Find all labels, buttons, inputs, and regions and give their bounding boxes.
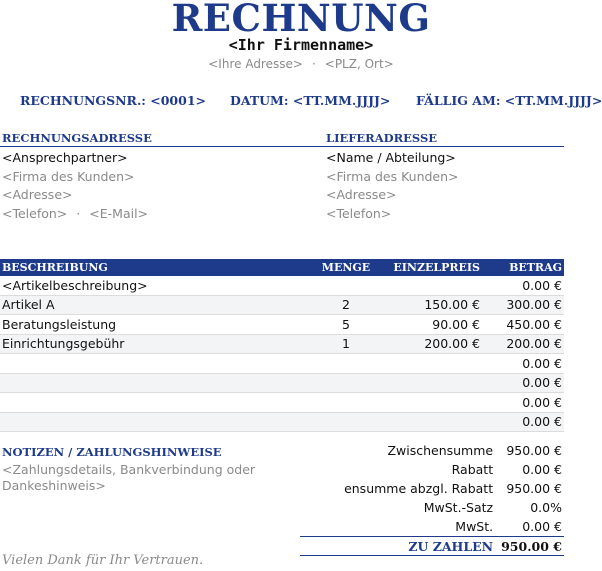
notes-text: <Zahlungsdetails, Bankverbindung oder Dankeshinweis> — [2, 462, 256, 493]
billing-email: <E-Mail> — [89, 205, 149, 221]
table-row — [0, 295, 564, 315]
cell-unit-price — [373, 276, 482, 295]
shipping-name: <Name / Abteilung> — [326, 150, 456, 165]
cell-unit-price: 200.00 € — [373, 334, 482, 354]
notes-heading: NOTIZEN / ZAHLUNGSHINWEISE — [2, 445, 222, 459]
cell-unit-price: 150.00 € — [373, 295, 482, 315]
table-row — [0, 334, 564, 354]
table-row — [0, 373, 564, 393]
shipping-address — [326, 149, 459, 223]
subtotal-label: Zwischensumme — [387, 443, 494, 458]
shipping-heading: LIEFERADRESSE — [326, 131, 438, 145]
table-row — [0, 315, 564, 335]
address-divider — [0, 146, 564, 147]
billing-street: <Adresse> — [2, 187, 73, 202]
table-header-row — [0, 259, 564, 276]
cell-amount: 0.00 € — [482, 354, 564, 374]
cell-description — [0, 412, 319, 432]
col-unit-price: EINZELPREIS — [373, 259, 482, 276]
totals-table — [300, 441, 564, 556]
tax-value: 0.00 € — [522, 519, 562, 534]
table-row — [0, 276, 564, 295]
invoice-date: DATUM: <TT.MM.JJJJ> — [230, 93, 391, 108]
discount-label: Rabatt — [451, 462, 494, 477]
table-row — [0, 412, 564, 432]
shipping-street: <Adresse> — [326, 187, 397, 202]
discount-row — [300, 460, 564, 479]
cell-amount: 450.00 € — [482, 315, 564, 335]
shipping-company: <Firma des Kunden> — [326, 168, 459, 184]
after-discount-label: ensumme abzgl. Rabatt — [344, 481, 494, 496]
invoice-title: RECHNUNG — [171, 0, 431, 40]
address-separator: · — [311, 57, 316, 71]
tax-row — [300, 517, 564, 537]
thank-you-note: Vielen Dank für Ihr Vertrauen. — [2, 553, 204, 568]
billing-contact-line — [2, 205, 148, 224]
grand-total-label: ZU ZAHLEN — [300, 537, 499, 556]
shipping-phone: <Telefon> — [326, 205, 392, 221]
cell-description: Einrichtungsgebühr — [0, 334, 319, 354]
tax-rate-value: 0.0% — [530, 500, 562, 515]
cell-amount: 0.00 € — [482, 393, 564, 413]
invoice-number: RECHNUNGSNR.: <0001> — [20, 93, 206, 108]
grand-total-row — [300, 537, 564, 556]
table-row — [0, 354, 564, 374]
line-items-table — [0, 259, 564, 432]
company-city: <PLZ, Ort> — [324, 57, 394, 71]
cell-description — [0, 393, 319, 413]
cell-description — [0, 373, 319, 393]
cell-quantity — [319, 373, 373, 393]
cell-quantity — [319, 412, 373, 432]
cell-description: <Artikelbeschreibung> — [0, 276, 319, 295]
tax-rate-label: MwSt.-Satz — [423, 500, 494, 515]
billing-phone: <Telefon> — [2, 205, 68, 221]
billing-contact: <Ansprechpartner> — [2, 150, 128, 165]
cell-quantity — [319, 354, 373, 374]
billing-separator: · — [76, 205, 81, 221]
billing-heading: RECHNUNGSADRESSE — [2, 131, 152, 145]
cell-amount: 0.00 € — [482, 276, 564, 295]
cell-unit-price — [373, 393, 482, 413]
cell-unit-price — [373, 412, 482, 432]
cell-amount: 200.00 € — [482, 334, 564, 354]
subtotal-row — [300, 441, 564, 460]
cell-description: Artikel A — [0, 295, 319, 315]
cell-quantity — [319, 276, 373, 295]
discount-value: 0.00 € — [522, 462, 562, 477]
col-description: BESCHREIBUNG — [0, 259, 319, 276]
company-address-line — [0, 57, 602, 71]
col-quantity: MENGE — [319, 259, 373, 276]
grand-total-value: 950.00 € — [501, 538, 562, 554]
cell-quantity: 1 — [319, 334, 373, 354]
after-discount-row — [300, 479, 564, 498]
cell-amount: 300.00 € — [482, 295, 564, 315]
after-discount-value: 950.00 € — [506, 481, 562, 496]
billing-company: <Firma des Kunden> — [2, 168, 135, 184]
cell-amount: 0.00 € — [482, 412, 564, 432]
tax-rate-row — [300, 498, 564, 517]
tax-label: MwSt. — [455, 519, 494, 534]
company-address: <Ihre Adresse> — [208, 57, 303, 71]
billing-address — [2, 149, 148, 223]
cell-quantity — [319, 393, 373, 413]
company-name: <Ihr Firmenname> — [228, 36, 374, 54]
cell-quantity: 5 — [319, 315, 373, 335]
subtotal-value: 950.00 € — [506, 443, 562, 458]
cell-unit-price — [373, 354, 482, 374]
cell-unit-price — [373, 373, 482, 393]
table-row — [0, 393, 564, 413]
col-amount: BETRAG — [482, 259, 564, 276]
cell-amount: 0.00 € — [482, 373, 564, 393]
cell-description — [0, 354, 319, 374]
cell-description: Beratungsleistung — [0, 315, 319, 335]
due-date: FÄLLIG AM: <TT.MM.JJJJ> — [416, 93, 602, 108]
cell-unit-price: 90.00 € — [373, 315, 482, 335]
cell-quantity: 2 — [319, 295, 373, 315]
